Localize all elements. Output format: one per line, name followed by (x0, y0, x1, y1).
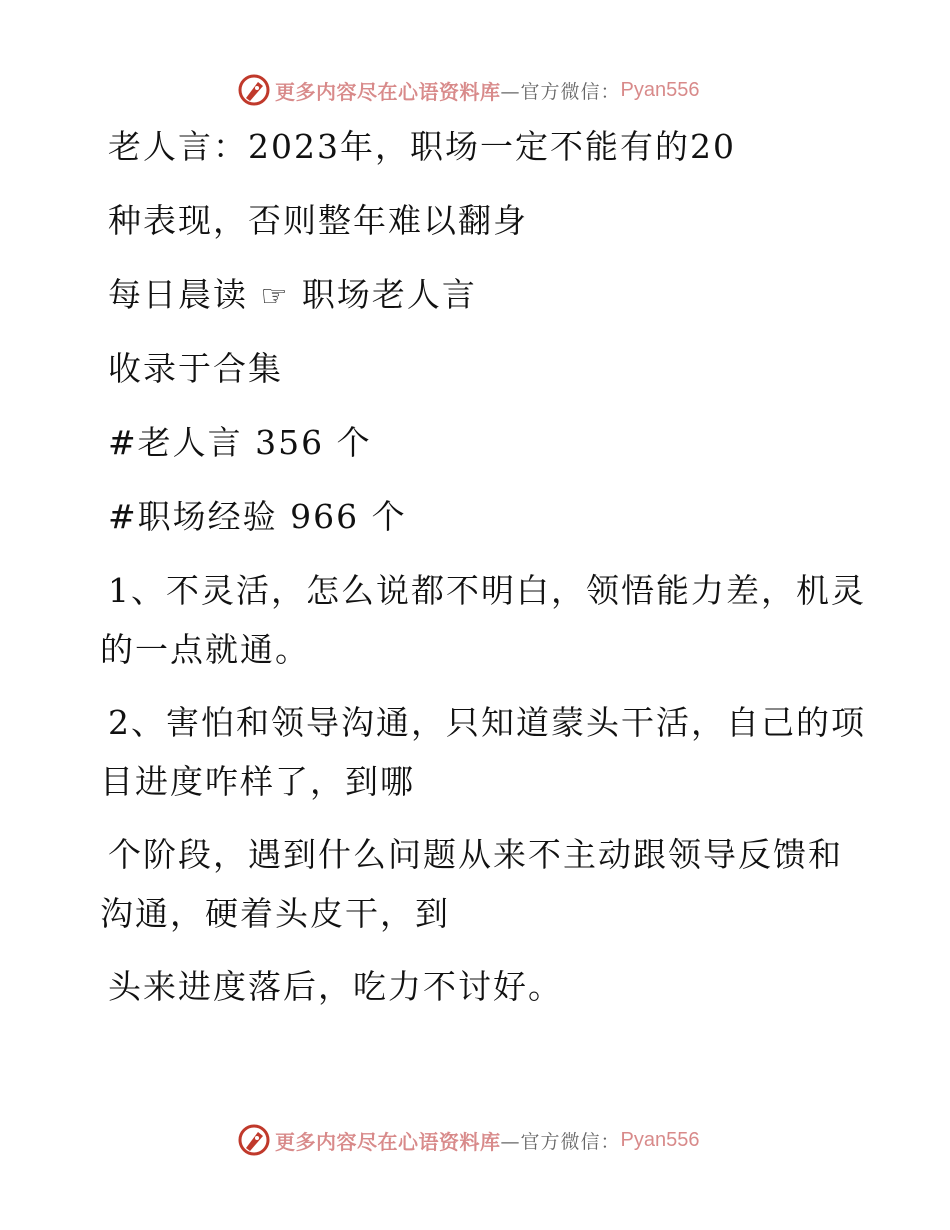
watermark-sub: —官方微信： (500, 80, 621, 103)
item-2-line-1: 2、害怕和领导沟通，只知道蒙头干活，自己的项 (108, 703, 866, 742)
title-line-1: 老人言：2023年，职场一定不能有的20 (108, 127, 736, 166)
item-1-line-2: 的一点就通。 (100, 630, 310, 669)
collection-label: 收录于合集 (108, 349, 283, 388)
footer-watermark (237, 1122, 699, 1158)
series-line (0, 273, 950, 319)
item-1-line-1: 1、不灵活，怎么说都不明白，领悟能力差，机灵 (108, 571, 866, 610)
pointing-hand-icon: ☞ (260, 279, 290, 314)
item-2-line-5: 头来进度落后，吃力不讨好。 (108, 967, 563, 1006)
watermark-sub: —官方微信： (500, 1130, 621, 1153)
pen-nib-circle-icon (237, 1123, 271, 1157)
item-2-line-2: 目进度咋样了，到哪 (100, 762, 415, 801)
series-prefix: 每日晨读 (108, 275, 248, 314)
pen-nib-circle-icon (237, 73, 271, 107)
header-watermark (237, 72, 699, 108)
tag-lao-ren-yan: #老人言 356 个 (108, 423, 372, 462)
series-name: 职场老人言 (301, 275, 477, 314)
watermark-text: 更多内容尽在心语资料库 (275, 1129, 501, 1154)
item-2-line-4: 沟通，硬着头皮干，到 (100, 894, 450, 933)
watermark-id: Pyan556 (620, 1128, 700, 1151)
tag-zhi-chang-jing-yan: #职场经验 966 个 (108, 497, 407, 536)
item-2-line-3: 个阶段，遇到什么问题从来不主动跟领导反馈和 (108, 835, 843, 874)
watermark-id: Pyan556 (620, 78, 700, 101)
title-line-2: 种表现，否则整年难以翻身 (108, 201, 528, 240)
watermark-text: 更多内容尽在心语资料库 (275, 79, 501, 104)
